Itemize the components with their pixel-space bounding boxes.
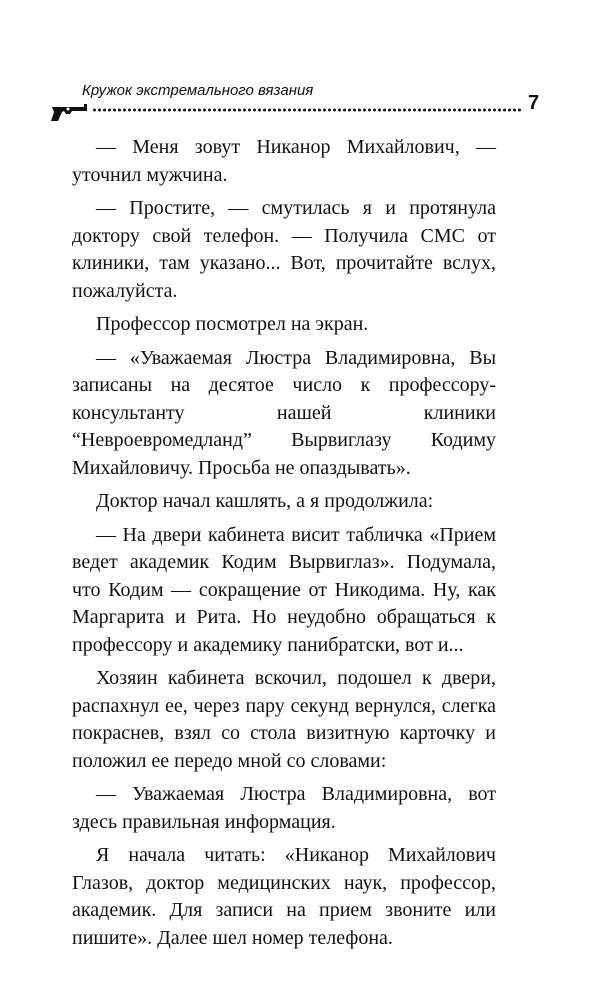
paragraph: — Простите, — смутилась я и протянула доктору свой телефон. — Получила СМС от клиники, там указано... Вот, прочитайте вслух, пожалуйста. bbox=[72, 197, 496, 302]
running-title: Кружок экстремального вязания bbox=[82, 82, 314, 99]
dotted-leader bbox=[92, 108, 522, 112]
paragraph: — «Уважаемая Люстра Владимировна, Вы записаны на десятое число к профессору-консультанту нашей клиники “Невроевромедланд” Вырвиглазу Кодиму Михайловичу. Просьба не опаздывать». bbox=[72, 346, 496, 479]
revolver-icon bbox=[48, 100, 90, 122]
body-text bbox=[72, 134, 496, 958]
page-number: 7 bbox=[528, 92, 540, 114]
paragraph: Хозяин кабинета вскочил, подошел к двери, распахнул ее, через пару секунд вернулся, слегка покраснев, взял со стола визитную карточку и положил ее передо мной со словами: bbox=[72, 667, 496, 772]
paragraph: Профессор посмотрел на экран. bbox=[96, 313, 369, 335]
paragraph: — Уважаемая Люстра Владимировна, вот здесь правильная информация. bbox=[72, 783, 496, 833]
paragraph: — На двери кабинета висит табличка «Прием ведет академик Кодим Вырвиглаз». Подумала, что Кодим — сокращение от Никодима. Ну, как Маргарита и Рита. Но неудобно обращаться к профессору и академику панибратски, вот и... bbox=[72, 523, 496, 656]
page-header bbox=[48, 74, 560, 124]
paragraph: — Меня зовут Никанор Михайлович, — уточнил мужчина. bbox=[72, 136, 496, 186]
paragraph: Доктор начал кашлять, а я продолжила: bbox=[96, 490, 434, 512]
paragraph: Я начала читать: «Никанор Михайлович Глазов, доктор медицинских наук, профессор, академик. Для записи на прием звоните или пишите». Далее шел номер телефона. bbox=[72, 844, 496, 949]
